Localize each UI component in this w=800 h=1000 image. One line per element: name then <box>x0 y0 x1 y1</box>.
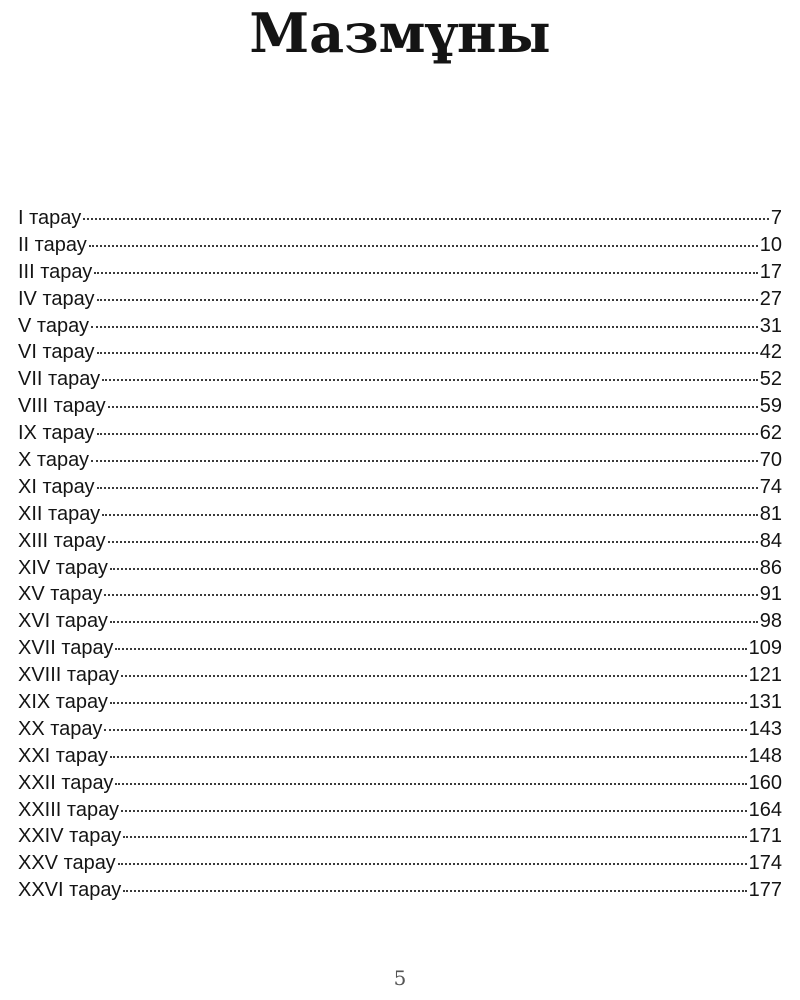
toc-entry-page: 177 <box>748 879 782 902</box>
dot-leader <box>102 379 758 381</box>
toc-entry[interactable] <box>18 879 782 906</box>
toc-entry-page: 131 <box>748 691 782 714</box>
toc-entry-label: II тарау <box>18 233 87 256</box>
toc-entry[interactable] <box>18 637 782 664</box>
toc-entry[interactable] <box>18 799 782 826</box>
dot-leader <box>110 756 747 758</box>
dot-leader <box>110 702 747 704</box>
toc-entry[interactable] <box>18 341 782 368</box>
toc-entry[interactable] <box>18 745 782 772</box>
dot-leader <box>121 810 747 812</box>
dot-leader <box>108 406 758 408</box>
toc-entry-page: 10 <box>759 233 782 256</box>
toc-entry[interactable] <box>18 691 782 718</box>
toc-entry-label: VI тарау <box>18 341 95 364</box>
dot-leader <box>104 729 746 731</box>
toc-entry[interactable] <box>18 583 782 610</box>
toc-entry[interactable] <box>18 449 782 476</box>
toc-entry-page: 164 <box>748 798 782 821</box>
toc-entry-page: 59 <box>759 395 782 418</box>
toc-entry-label: XXVI тарау <box>18 879 122 902</box>
toc-entry[interactable] <box>18 368 782 395</box>
toc-entry-label: XXIII тарау <box>18 798 119 821</box>
toc-entry-page: 52 <box>759 368 782 391</box>
toc-entry-label: V тарау <box>18 314 89 337</box>
toc-entry-page: 174 <box>748 852 782 875</box>
dot-leader <box>89 245 758 247</box>
dot-leader <box>94 272 757 274</box>
toc-entry-label: XVI тарау <box>18 610 108 633</box>
dot-leader <box>115 783 746 785</box>
toc-entry-page: 98 <box>759 610 782 633</box>
toc-entry[interactable] <box>18 315 782 342</box>
toc-entry-label: XX тарау <box>18 717 103 740</box>
toc-entry-page: 148 <box>748 744 782 767</box>
toc-entry-page: 91 <box>759 583 782 606</box>
dot-leader <box>121 675 747 677</box>
toc-entry[interactable] <box>18 610 782 637</box>
toc-entry[interactable] <box>18 207 782 234</box>
toc-entry[interactable] <box>18 476 782 503</box>
toc-entry-page: 27 <box>759 287 782 310</box>
toc-entry-label: XIV тарау <box>18 556 108 579</box>
toc-entry-label: IV тарау <box>18 287 95 310</box>
toc-entry[interactable] <box>18 288 782 315</box>
toc-entry-page: 70 <box>759 449 782 472</box>
toc-entry-label: XVII тарау <box>18 637 114 660</box>
dot-leader <box>102 514 758 516</box>
toc-entry-page: 31 <box>759 314 782 337</box>
toc-entry-page: 109 <box>748 637 782 660</box>
dot-leader <box>123 836 746 838</box>
toc-entry-label: X тарау <box>18 449 89 472</box>
dot-leader <box>110 621 758 623</box>
dot-leader <box>123 890 746 892</box>
toc-entry-page: 86 <box>759 556 782 579</box>
toc-entry[interactable] <box>18 395 782 422</box>
toc-entry-label: XIX тарау <box>18 691 108 714</box>
dot-leader <box>118 863 747 865</box>
toc-entry[interactable] <box>18 772 782 799</box>
toc-entry-label: XII тарау <box>18 502 101 525</box>
toc-entry-label: XXI тарау <box>18 744 108 767</box>
toc-entry-page: 160 <box>748 771 782 794</box>
dot-leader <box>97 487 758 489</box>
toc-entry[interactable] <box>18 422 782 449</box>
toc-entry-label: XI тарау <box>18 475 95 498</box>
dot-leader <box>91 326 758 328</box>
toc-entry-page: 7 <box>770 207 782 229</box>
page-title: Мазмұны <box>249 1 551 65</box>
table-of-contents <box>18 207 782 906</box>
toc-entry[interactable] <box>18 825 782 852</box>
toc-entry-page: 17 <box>759 260 782 283</box>
toc-entry[interactable] <box>18 234 782 261</box>
dot-leader <box>97 299 758 301</box>
toc-entry-label: III тарау <box>18 260 93 283</box>
toc-entry-label: VII тарау <box>18 368 101 391</box>
toc-entry[interactable] <box>18 557 782 584</box>
toc-entry-label: XVIII тарау <box>18 664 119 687</box>
toc-entry[interactable] <box>18 718 782 745</box>
toc-entry-page: 74 <box>759 475 782 498</box>
dot-leader <box>110 568 758 570</box>
dot-leader <box>115 648 746 650</box>
toc-entry-page: 143 <box>748 717 782 740</box>
toc-entry-page: 84 <box>759 529 782 552</box>
toc-entry-label: IX тарау <box>18 422 95 445</box>
toc-entry-label: XXV тарау <box>18 852 116 875</box>
toc-entry[interactable] <box>18 261 782 288</box>
toc-entry-label: XXII тарау <box>18 771 114 794</box>
dot-leader <box>97 352 758 354</box>
toc-entry[interactable] <box>18 503 782 530</box>
toc-entry-page: 171 <box>748 825 782 848</box>
page-number: 5 <box>393 966 407 990</box>
dot-leader <box>97 433 758 435</box>
toc-entry-label: XIII тарау <box>18 529 106 552</box>
toc-entry-page: 81 <box>759 502 782 525</box>
dot-leader <box>104 594 757 596</box>
toc-entry[interactable] <box>18 664 782 691</box>
toc-entry-page: 62 <box>759 422 782 445</box>
toc-entry-label: XV тарау <box>18 583 103 606</box>
toc-entry-label: VIII тарау <box>18 395 106 418</box>
toc-entry-page: 42 <box>759 341 782 364</box>
toc-entry-page: 121 <box>748 664 782 687</box>
toc-entry-label: XXIV тарау <box>18 825 122 848</box>
toc-entry-label: I тарау <box>18 207 82 229</box>
dot-leader <box>108 541 758 543</box>
dot-leader <box>91 460 758 462</box>
toc-entry[interactable] <box>18 530 782 557</box>
toc-entry[interactable] <box>18 852 782 879</box>
dot-leader <box>83 218 769 220</box>
